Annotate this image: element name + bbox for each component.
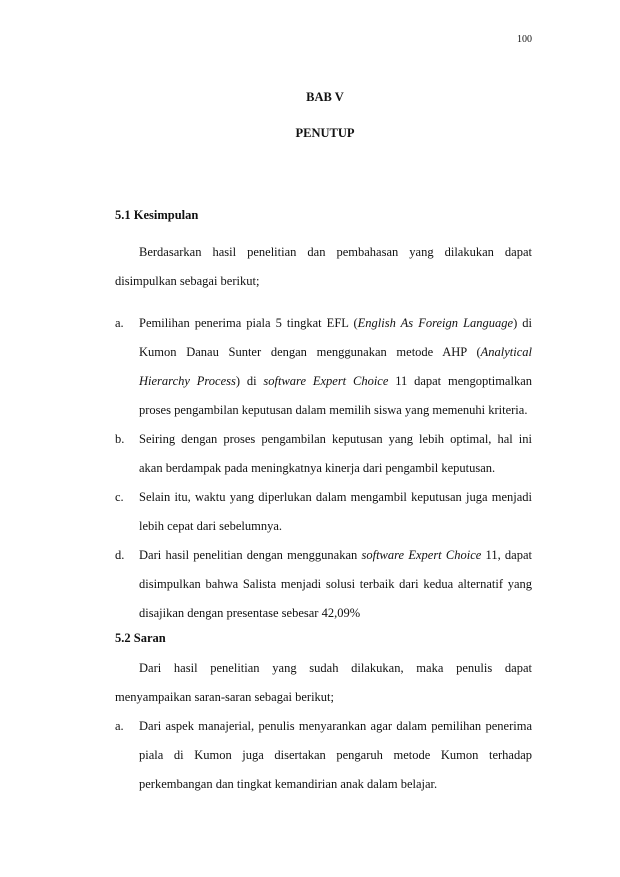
conclusion-intro-line: Berdasarkan hasil penelitian dan pembahasan yang dilakukan dapat <box>139 245 532 259</box>
section-heading-conclusion: 5.1 Kesimpulan <box>115 208 199 222</box>
suggestion-intro-line: menyampaikan saran-saran sebagai berikut; <box>115 690 335 704</box>
list-item-line <box>139 315 532 331</box>
list-item-line: proses pengambilan keputusan dalam memilih siswa yang memenuhi kriteria. <box>139 403 528 417</box>
conclusion-intro-line: disimpulkan sebagai berikut; <box>115 274 260 288</box>
list-item-line: lebih cepat dari sebelumnya. <box>139 519 282 533</box>
list-item-line: akan berdampak pada meningkatnya kinerja dari pengambil keputusan. <box>139 461 496 475</box>
list-item-line: Dari aspek manajerial, penulis menyarankan agar dalam pemilihan penerima <box>139 719 532 733</box>
list-marker: a. <box>115 719 124 733</box>
list-item-line: disimpulkan bahwa Salista menjadi solusi terbaik dari kedua alternatif yang <box>139 577 532 591</box>
text-run: ) di <box>235 374 264 388</box>
section-heading-suggestion: 5.2 Saran <box>115 631 166 645</box>
text-run: ) di <box>513 316 533 330</box>
list-marker: d. <box>115 548 125 562</box>
text-run: Pemilihan penerima piala 5 tingkat EFL ( <box>139 316 358 330</box>
suggestion-intro-line: Dari hasil penelitian yang sudah dilakukan, maka penulis dapat <box>139 661 532 675</box>
text-run: 11, dapat <box>481 548 532 562</box>
list-marker: b. <box>115 432 125 446</box>
list-item-line <box>139 547 532 563</box>
italic-term: software Expert Choice <box>361 548 482 562</box>
list-marker: a. <box>115 316 124 330</box>
text-run: Kumon Danau Sunter dengan menggunakan metode AHP ( <box>139 345 481 359</box>
list-item-line: Selain itu, waktu yang diperlukan dalam mengambil keputusan juga menjadi <box>139 490 532 504</box>
italic-term: software Expert Choice <box>263 374 389 388</box>
list-item-line <box>139 373 532 389</box>
list-item-line <box>139 344 532 360</box>
text-run: 11 dapat mengoptimalkan <box>388 374 532 388</box>
chapter-title: PENUTUP <box>295 126 355 140</box>
italic-term: English As Foreign Language <box>357 316 514 330</box>
list-item-line: disajikan dengan presentase sebesar 42,09% <box>139 606 361 620</box>
list-item-line: Seiring dengan proses pengambilan keputusan yang lebih optimal, hal ini <box>139 432 532 446</box>
list-item-line: piala di Kumon juga disertakan pengaruh metode Kumon terhadap <box>139 748 532 762</box>
list-item-line: perkembangan dan tingkat kemandirian anak dalam belajar. <box>139 777 438 791</box>
italic-term: Hierarchy Process <box>139 374 236 388</box>
text-run: Dari hasil penelitian dengan menggunakan <box>139 548 362 562</box>
chapter-number: BAB V <box>306 90 344 104</box>
list-marker: c. <box>115 490 124 504</box>
page-number: 100 <box>517 34 532 45</box>
italic-term: Analytical <box>480 345 532 359</box>
